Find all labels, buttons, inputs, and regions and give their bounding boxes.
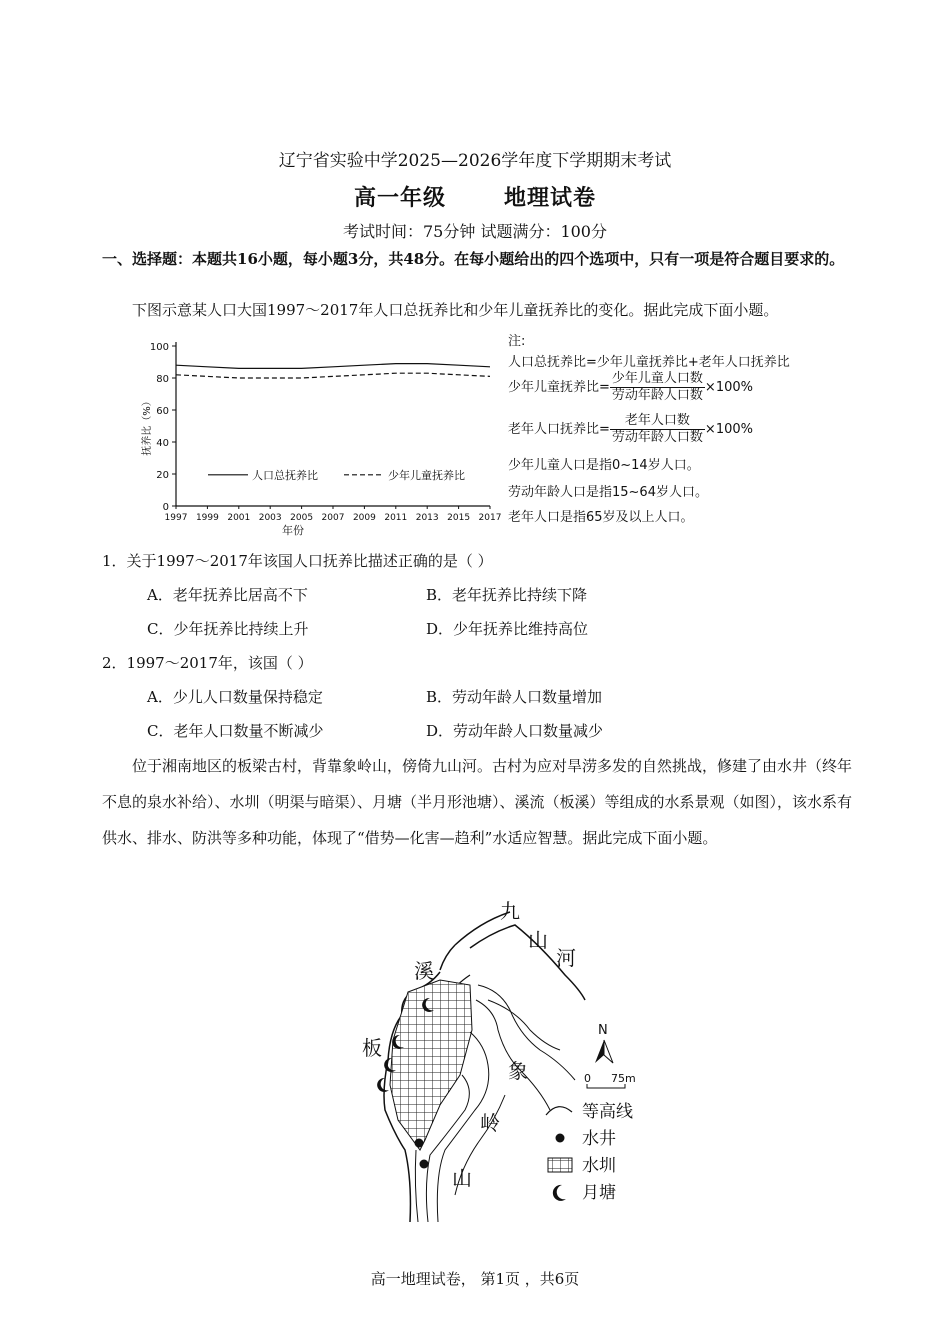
north-label: N	[598, 1023, 608, 1038]
question-2-option-a[interactable]: A．少儿人口数量保持稳定	[147, 688, 323, 706]
legend-contour-label: 等高线	[582, 1102, 633, 1122]
river-label-char-1: 九	[500, 899, 520, 923]
stream-label-char-1: 溪	[414, 959, 434, 983]
exam-school-title: 辽宁省实验中学2025—2026学年度下学期期末考试	[278, 151, 672, 171]
subject-label: 地理试卷	[504, 185, 597, 211]
formula-youth-fraction	[610, 371, 705, 404]
notes-line-6: 老年人口是指65岁及以上人口。	[508, 510, 694, 525]
question-2-stem: 2．1997～2017年，该国（ ）	[102, 654, 313, 672]
x-tick-label: 2003	[258, 513, 282, 523]
formula-youth-numerator: 少年儿童人口数	[611, 371, 703, 386]
y-tick-label: 40	[156, 438, 169, 449]
formula-youth-left: 少年儿童抚养比=	[508, 380, 610, 395]
material-intro-1: 下图示意某人口大国1997～2017年人口总抚养比和少年儿童抚养比的变化。据此完成下面小题。	[132, 301, 779, 319]
y-tick-label: 80	[156, 374, 169, 385]
question-1-option-c[interactable]: C．少年抚养比持续上升	[147, 620, 309, 638]
formula-elderly-fraction	[610, 413, 705, 446]
contour-legend-icon	[546, 1107, 572, 1115]
question-1-option-b[interactable]: B．老年抚养比持续下降	[426, 586, 588, 604]
exam-info: 考试时间：75分钟 试题满分：100分	[343, 222, 607, 241]
mountain-label-char-1: 象	[508, 1059, 528, 1083]
series-line-2	[176, 373, 490, 378]
series-line-1	[176, 364, 490, 369]
notes-formula-elderly	[508, 413, 753, 446]
legend-label-1: 人口总抚养比	[252, 468, 318, 482]
village-water-map	[345, 895, 665, 1230]
question-2-option-b[interactable]: B．劳动年龄人口数量增加	[426, 688, 603, 706]
x-tick-label: 1997	[164, 513, 188, 523]
y-tick-label: 20	[156, 470, 169, 481]
mountain-label-char-2: 岭	[480, 1111, 500, 1135]
formula-youth-right: ×100%	[704, 380, 753, 395]
legend-well-label: 水井	[582, 1129, 616, 1149]
formula-elderly-right: ×100%	[704, 422, 753, 437]
x-tick-label: 1999	[195, 513, 219, 523]
grade-label: 高一年级	[353, 185, 446, 211]
dependency-ratio-chart	[130, 330, 510, 542]
moon-pond-legend-icon	[553, 1185, 566, 1201]
well-legend-icon	[556, 1134, 565, 1143]
y-tick-label: 100	[149, 342, 169, 353]
exam-grade-subject	[0, 181, 950, 212]
y-tick-label: 0	[162, 502, 169, 513]
question-2-option-d[interactable]: D．劳动年龄人口数量减少	[426, 722, 604, 740]
y-tick-label: 60	[156, 406, 169, 417]
question-1-option-d[interactable]: D．少年抚养比维持高位	[426, 620, 589, 638]
notes-line-5: 劳动年龄人口是指15~64岁人口。	[508, 485, 708, 500]
legend-label-2: 少年儿童抚养比	[388, 468, 465, 482]
formula-elderly-denominator: 劳动年龄人口数	[611, 430, 703, 445]
stream-label-char-2: 板	[362, 1036, 382, 1060]
page-footer: 高一地理试卷， 第1页 ，共6页	[370, 1270, 580, 1288]
section-heading: 一、选择题：本题共16小题，每小题3分，共48分。在每小题给出的四个选项中，只有一项是符合题目要求的。	[102, 250, 845, 268]
water-well-2	[420, 1160, 429, 1169]
x-tick-label: 2001	[227, 513, 251, 523]
formula-youth-denominator: 劳动年龄人口数	[611, 388, 703, 403]
legend-canal-label: 水圳	[582, 1156, 616, 1176]
canal-legend-icon	[548, 1158, 572, 1172]
formula-elderly-numerator: 老年人口数	[610, 413, 705, 430]
formula-elderly-left: 老年人口抚养比=	[508, 422, 610, 437]
scale-zero-label: 0	[584, 1072, 591, 1085]
x-tick-label: 2007	[321, 513, 345, 523]
question-1-stem: 1．关于1997～2017年该国人口抚养比描述正确的是（ ）	[102, 552, 493, 570]
river-label-char-3: 河	[556, 946, 576, 970]
x-tick-label: 2015	[447, 513, 471, 523]
river-label-char-2: 山	[528, 928, 548, 952]
question-1-option-a[interactable]: A．老年抚养比居高不下	[147, 586, 308, 604]
notes-label: 注:	[508, 334, 526, 349]
y-axis-title: 抚养比（%）	[142, 396, 153, 456]
x-axis-title: 年份	[282, 524, 304, 537]
notes-line-1: 人口总抚养比=少年儿童抚养比+老年人口抚养比	[508, 355, 790, 370]
notes-line-4: 少年儿童人口是指0~14岁人口。	[508, 458, 700, 473]
water-well-1	[415, 1139, 424, 1148]
north-arrow-icon	[595, 1040, 604, 1063]
x-tick-label: 2011	[384, 513, 408, 523]
x-tick-label: 2017	[478, 513, 502, 523]
x-tick-label: 2005	[290, 513, 314, 523]
scale-value-label: 75m	[611, 1072, 636, 1085]
question-2-option-c[interactable]: C．老年人口数量不断减少	[147, 722, 324, 740]
material-intro-2: 位于湘南地区的板梁古村，背靠象岭山，傍倚九山河。古村为应对旱涝多发的自然挑战，修建了由水井（终年不息的泉水补给）、水圳（明渠与暗渠）、月塘（半月形池塘）、溪流（板溪）等组成的水系景观（如图），该水系有供水、排水、防洪等多种功能，体现了“借势—化害—趋利”水适应智慧。据此完成下面小题。	[102, 757, 853, 847]
x-tick-label: 2013	[415, 513, 439, 523]
mountain-label-char-3: 山	[452, 1166, 472, 1190]
x-tick-label: 2009	[352, 513, 376, 523]
notes-formula-youth	[508, 371, 753, 404]
legend-moonpond-label: 月塘	[582, 1183, 616, 1203]
